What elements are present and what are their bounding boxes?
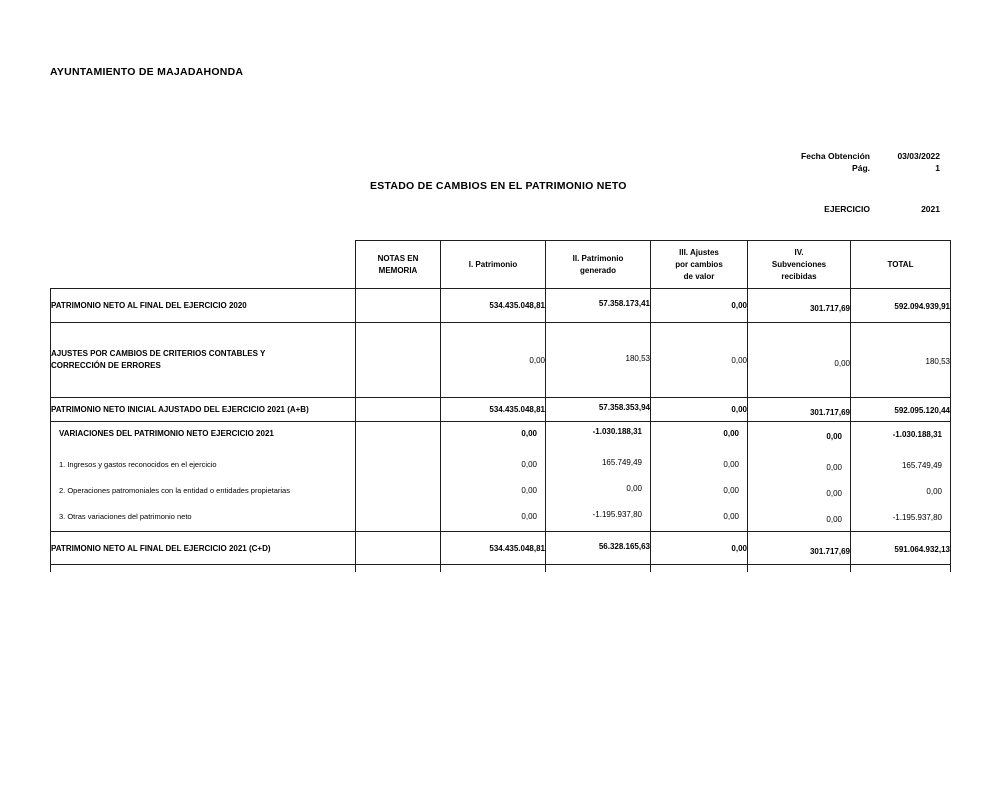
fecha-obtencion-row <box>801 151 940 163</box>
value-cell <box>441 289 546 323</box>
cell-value: 591.064.932,13 <box>894 544 950 554</box>
value-cell <box>651 323 748 398</box>
cell-value: 534.435.048,81 <box>489 543 545 553</box>
cell-value: -1.195.937,80 <box>592 510 642 519</box>
value-cell <box>748 289 851 323</box>
column-header-line: por cambios <box>675 259 723 269</box>
cell-value: 56.328.165,63 <box>598 541 650 551</box>
value-line <box>546 505 650 531</box>
cell-value: 57.358.353,94 <box>598 403 650 412</box>
cell-value: 301.717,69 <box>809 408 850 417</box>
value-cell <box>851 532 951 565</box>
value-cell <box>441 398 546 422</box>
column-header-line: generado <box>579 265 616 275</box>
value-line <box>748 505 850 531</box>
column-header-line: I. Patrimonio <box>468 259 518 269</box>
variaciones-block-row <box>51 422 951 532</box>
value-cell <box>546 289 651 323</box>
table-row <box>51 532 951 565</box>
value-cell <box>441 323 546 398</box>
value-line <box>651 479 747 505</box>
column-header-total <box>851 241 951 289</box>
value-cell <box>651 289 748 323</box>
column-header-line: NOTAS EN <box>377 253 419 263</box>
cell-value: 592.094.939,91 <box>894 302 950 311</box>
stub-cell <box>441 565 546 572</box>
cell-value: 0,00 <box>826 489 842 498</box>
cell-value: 180,53 <box>625 353 650 363</box>
table-bottom-stub-row <box>51 565 951 572</box>
value-cell <box>851 289 951 323</box>
pag-label: Pág. <box>852 162 870 173</box>
cell-value: 0,00 <box>926 487 942 496</box>
ejercicio-label: EJERCICIO <box>824 204 870 214</box>
cell-value: 180,53 <box>925 356 950 366</box>
value-cell <box>546 323 651 398</box>
column-header-line: Subvenciones <box>771 259 827 269</box>
cell-value: 0,00 <box>826 515 842 524</box>
cell-value: 0,00 <box>723 512 739 521</box>
value-line <box>546 453 650 479</box>
notas-cell <box>356 398 441 422</box>
row-label-cell <box>51 422 356 532</box>
cell-value: 0,00 <box>731 301 747 310</box>
value-cell <box>851 422 951 532</box>
cell-value: 57.358.173,41 <box>598 299 650 308</box>
value-line <box>851 479 950 505</box>
column-header-subvenciones <box>748 241 851 289</box>
row-label: PATRIMONIO NETO AL FINAL DEL EJERCICIO 2020 <box>51 289 356 323</box>
stub-cell <box>651 565 748 572</box>
column-header-line: III. Ajustes <box>679 247 719 257</box>
column-header-notas <box>356 241 441 289</box>
value-line <box>651 505 747 531</box>
table-header-row <box>51 241 951 289</box>
column-header-line: de valor <box>683 271 715 281</box>
meta-block <box>801 151 940 174</box>
cell-value: -1.030.188,31 <box>592 427 642 436</box>
cell-value: 165.749,49 <box>601 458 642 467</box>
cell-value: 165.749,49 <box>901 461 942 470</box>
ejercicio-block <box>824 204 940 216</box>
cell-value: 0,00 <box>731 405 747 414</box>
value-cell <box>748 532 851 565</box>
cell-value: 0,00 <box>723 429 739 438</box>
cell-value: 0,00 <box>731 543 747 553</box>
cell-value: 592.095.120,44 <box>894 406 950 415</box>
value-cell <box>851 398 951 422</box>
value-line <box>441 505 545 531</box>
value-cell <box>748 422 851 532</box>
column-header-line: TOTAL <box>887 259 914 269</box>
cell-value: 0,00 <box>626 484 642 493</box>
row-label: 1. Ingresos y gastos reconocidos en el ejercicio <box>59 460 217 469</box>
cell-value: 301.717,69 <box>809 304 850 313</box>
notas-cell <box>356 422 441 532</box>
stub-cell <box>51 565 356 572</box>
row-label: 2. Operaciones patromoniales con la entidad o entidades propietarias <box>59 486 290 495</box>
header-spacer-cell <box>51 241 356 289</box>
notas-cell <box>356 289 441 323</box>
fecha-obtencion-label: Fecha Obtención <box>801 151 870 161</box>
org-name: AYUNTAMIENTO DE MAJADAHONDA <box>50 66 244 78</box>
column-header-line: II. Patrimonio <box>572 253 624 263</box>
cell-value: 0,00 <box>731 355 747 365</box>
equity-changes-table <box>50 240 951 572</box>
ejercicio-value: 2021 <box>921 204 940 214</box>
row-label: AJUSTES POR CAMBIOS DE CRITERIOS CONTABLES Y CORRECCIÓN DE ERRORES <box>51 348 266 370</box>
column-header-ajustes <box>651 241 748 289</box>
cell-value: 0,00 <box>521 460 537 469</box>
value-cell <box>546 422 651 532</box>
value-cell <box>651 398 748 422</box>
value-cell <box>441 532 546 565</box>
fecha-obtencion-value: 03/03/2022 <box>897 151 940 161</box>
cell-value: 534.435.048,81 <box>489 405 545 414</box>
column-header-patrimonio-generado <box>546 241 651 289</box>
ejercicio-row <box>824 204 940 216</box>
cell-value: 0,00 <box>723 460 739 469</box>
cell-value: 0,00 <box>723 486 739 495</box>
table-row <box>51 398 951 422</box>
row-label: VARIACIONES DEL PATRIMONIO NETO EJERCICIO 2021 <box>59 429 274 438</box>
notas-cell <box>356 532 441 565</box>
row-label: PATRIMONIO NETO INICIAL AJUSTADO DEL EJERCICIO 2021 (A+B) <box>51 398 356 422</box>
notas-cell <box>356 323 441 398</box>
value-line <box>441 479 545 505</box>
cell-value: 534.435.048,81 <box>489 301 545 310</box>
stub-cell <box>748 565 851 572</box>
value-line <box>748 479 850 505</box>
column-header-line: recibidas <box>781 271 817 281</box>
value-line <box>441 422 545 453</box>
value-line <box>748 453 850 479</box>
column-header-line: MEMORIA <box>378 265 418 275</box>
value-line <box>651 422 747 453</box>
value-line <box>441 453 545 479</box>
cell-value: -1.195.937,80 <box>892 513 942 522</box>
column-header-patrimonio <box>441 241 546 289</box>
stub-cell <box>356 565 441 572</box>
cell-value: 301.717,69 <box>809 546 850 556</box>
row-label: PATRIMONIO NETO AL FINAL DEL EJERCICIO 2021 (C+D) <box>51 532 356 565</box>
table-row <box>51 289 951 323</box>
cell-value: 0,00 <box>826 463 842 472</box>
cell-value: 0,00 <box>826 432 842 441</box>
cell-value: 0,00 <box>529 355 545 365</box>
cell-value: -1.030.188,31 <box>892 430 942 439</box>
row-label: 3. Otras variaciones del patrimonio neto <box>59 512 192 521</box>
value-line <box>651 453 747 479</box>
stub-cell <box>546 565 651 572</box>
column-header-line: IV. <box>794 247 804 257</box>
cell-value: 0,00 <box>521 429 537 438</box>
cell-value: 0,00 <box>521 512 537 521</box>
row-label-cell <box>51 323 356 398</box>
value-cell <box>441 422 546 532</box>
value-cell <box>546 398 651 422</box>
value-line <box>851 422 950 453</box>
value-cell <box>748 398 851 422</box>
cell-value: 0,00 <box>521 486 537 495</box>
value-line <box>546 479 650 505</box>
value-line <box>546 422 650 453</box>
cell-value: 0,00 <box>834 358 850 368</box>
value-cell <box>651 422 748 532</box>
value-line <box>851 505 950 531</box>
value-cell <box>851 323 951 398</box>
value-cell <box>748 323 851 398</box>
stub-cell <box>851 565 951 572</box>
pag-value: 1 <box>935 162 940 173</box>
value-line <box>748 422 850 453</box>
value-cell <box>651 532 748 565</box>
pag-row <box>801 163 940 175</box>
value-line <box>851 453 950 479</box>
value-cell <box>546 532 651 565</box>
report-title: ESTADO DE CAMBIOS EN EL PATRIMONIO NETO <box>370 180 627 192</box>
table-row <box>51 323 951 398</box>
